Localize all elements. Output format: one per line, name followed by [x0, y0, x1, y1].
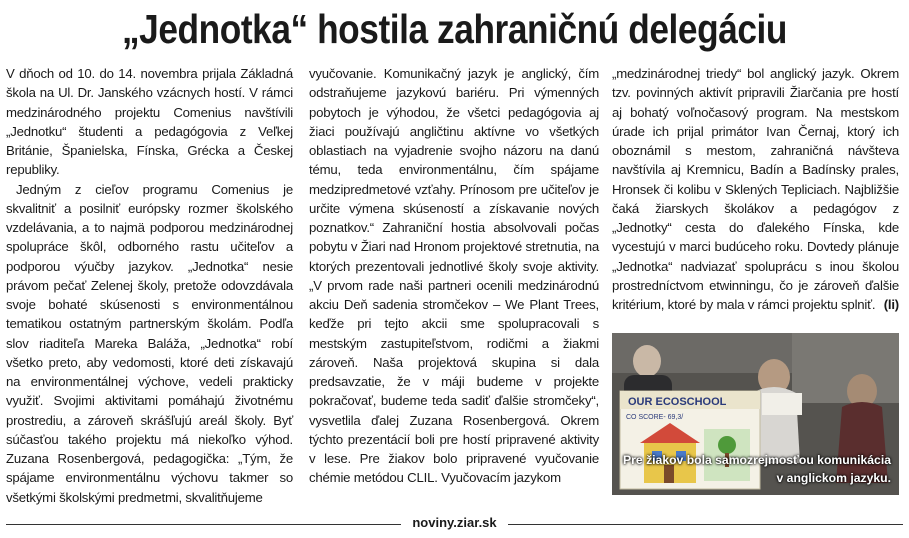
footer-site: noviny.ziar.sk: [412, 515, 497, 530]
paragraph: [612, 64, 899, 314]
caption-line: Pre žiakov bola samozrejmosťou komunikácia: [623, 453, 891, 467]
article-column-1: [6, 64, 293, 507]
author-signature: (li): [883, 297, 899, 312]
poster-title: OUR ECOSCHOOL: [628, 396, 727, 408]
paragraph: V dňoch od 10. do 14. novembra prijala Základná škola na Ul. Dr. Janského vzácnych hostí. V rámci medzinárodného projektu Comenius navštívili „Jednotku“ študenti a pedagógovia z Veľkej Británie, Španielska, Fínska, Grécka a Českej republiky.: [6, 66, 293, 178]
photo-caption: [623, 451, 891, 487]
paragraph: vyučovanie. Komunikačný jazyk je anglický, čím odstraňujeme jazykovú bariéru. Pri výmenných pobytoch je výhodou, že všetci pedagógovia aj žiaci používajú angličtinu aktívne vo všetkých oblastiach na vyjadrenie svojho názoru na danú tému, teda environmentálnu, čím spájame medzipredmetové vzťahy. Prínosom pre učiteľov je určite výmena skúseností a získavanie nových poznatkov.“ Zahraniční hostia absolvovali počas pobytu v Žiari nad Hronom projektové stretnutia, na ktorých prezentovali jednotlivé školy svoje aktivity. „V prvom rade naši partneri ocenili medzinárodnú akciu Deň sadenia stromčekov – We Plant Trees, keďže pri tejto akcii sme spolupracovali s mestským zastupiteľstvom, rodičmi a žiakmi zároveň. Naša projektová skupina si dala predsavzatie, že v máji budeme v projekte pokračovať, budeme teda sadiť ďalšie stromčeky“, vysvetlila ďalej Zuzana Rosenbergová. Okrem týchto prezentácií boli pre hostí pripravené aktivity v lese. Pre žiakov bolo pripravené vyučovanie chémie metódou CLIL. Vyučovacím jazykom: [309, 66, 599, 486]
paragraph-text: „medzinárodnej triedy“ bol anglický jazyk. Okrem tzv. povinných aktivít pripravili Žiarčania pre hostí aj bohatý voľnočasový program. Na mestskom úrade ich prijal primátor Ivan Černaj, ktorý ich oboznámil s mestom, zahraničná návšteva navštívila aj Kremnicu, Badín a Badínsky prales, Hronsek či kolibu v Sklených Tepliciach. Najbližšie čaká žiarskych školákov a pedagógov z „Jednotky“ cesta do ďalekého Fínska, kde vycestujú v marci budúceho roku. Dovtedy plánuje „Jednotka“ nadviazať spoluprácu s inou školou prostredníctvom etwinningu, čo je zároveň ďalšie kritérium, ktoré by mala v rámci projektu splniť.: [612, 66, 899, 312]
poster-score: CO SCORE- 69,3/: [626, 414, 684, 421]
article-column-2: [309, 64, 599, 488]
article-column-3: [612, 64, 899, 314]
caption-line: v anglickom jazyku.: [776, 471, 891, 485]
article-photo: [612, 333, 899, 495]
headline: „Jednotka“ hostila zahraničnú delegáciu: [121, 6, 788, 52]
paragraph: Jedným z cieľov programu Comenius je skvalitniť a posilniť európsky rozmer školského vzdelávania, a to najmä podporou medzinárodnej spolupráce škôl, odborného rastu učiteľov a podporou výučby jazykov. „Jednotka“ nesie právom pečať Zelenej školy, pretože odovzdávala svoje bohaté skúsenosti s environmentálnou tematikou ostatným partnerským školám. Podľa slov riaditeľa Mareka Baláža, „Jednotka“ robí všetko preto, aby vedomosti, ktoré deti získavajú na environmentálnej výchove, vedeli prakticky využiť. Svojimi aktivitami pomáhajú životnému prostrediu, a zároveň skrášľujú areál školy. Byť súčasťou takého projektu má niekoľko výhod. Zuzana Rosenbergová, pedagogička: „Tým, že spájame environmentálnu výchovu takmer so všetkými školskými predmetmi, skvalitňujeme: [6, 181, 293, 505]
